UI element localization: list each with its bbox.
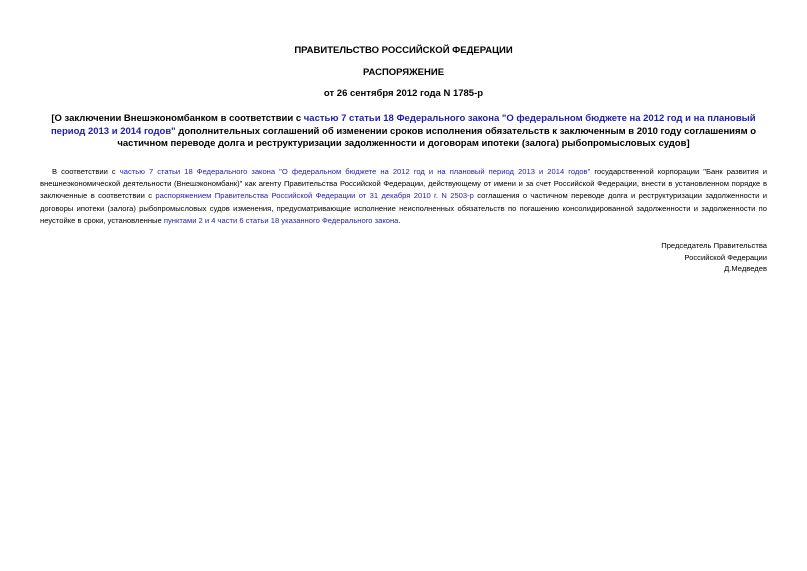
document-type-heading: РАСПОРЯЖЕНИЕ [362, 67, 445, 78]
body-points-link[interactable]: пунктами 2 и 4 части 6 статьи 18 указанного Федерального закона [163, 215, 399, 225]
body-text-start: В соответствии с [52, 167, 120, 176]
title-law-link[interactable]: частью 7 статьи 18 Федерального закона "О федеральном бюджете на 2012 год и на плановый период 2013 и 2014 годов" [50, 113, 756, 137]
body-text-mid2: соглашения о частичном переводе долга и реструктуризации задолженности и договоры ипотеки (залога) рыбопромысловых судов изменения, предусматривающие исполнение неисполненных обязательств по погашению консолидированной задолженности и задолженности по неустойке в сроки, установленные [40, 191, 768, 225]
body-text-mid1: государственной корпорации "Банк развития и внешнеэкономической деятельности (Внешэкономбанк)" как агенту Правительства Российской Федерации, действующему от имени и за счет Российской Федерации, внести в установленном порядке в заключенные в соответствии с [40, 167, 767, 201]
signature-name: Д.Медведев [724, 264, 767, 273]
signature-block [661, 240, 767, 275]
document-date-number: от 26 сентября 2012 года N 1785-р [323, 88, 484, 99]
body-paragraph [40, 166, 767, 227]
signature-position: Председатель Правительства [661, 241, 767, 250]
body-law-link[interactable]: частью 7 статьи 18 Федерального закона "О федеральном бюджете на 2012 год и на плановый период 2013 и 2014 годов" [119, 167, 591, 176]
body-text-end: . [398, 215, 401, 225]
signature-country: Российской Федерации [684, 252, 767, 262]
body-decree-link[interactable]: распоряжением Правительства Российской Федерации от 31 декабря 2010 г. N 2503-р [155, 191, 474, 201]
organization-heading: ПРАВИТЕЛЬСТВО РОССИЙСКОЙ ФЕДЕРАЦИИ [294, 45, 513, 56]
title-text-rest: дополнительных соглашений об изменении сроков исполнения обязательств к заключенным в 2010 году соглашениям о частичном переводе долга и реструктуризации задолженности и договорам ипотеки (залога) рыбопромысловых судов] [117, 125, 757, 149]
document-title [40, 113, 767, 151]
title-text-start: [О заключении Внешэкономбанком в соответствии с [51, 113, 304, 124]
